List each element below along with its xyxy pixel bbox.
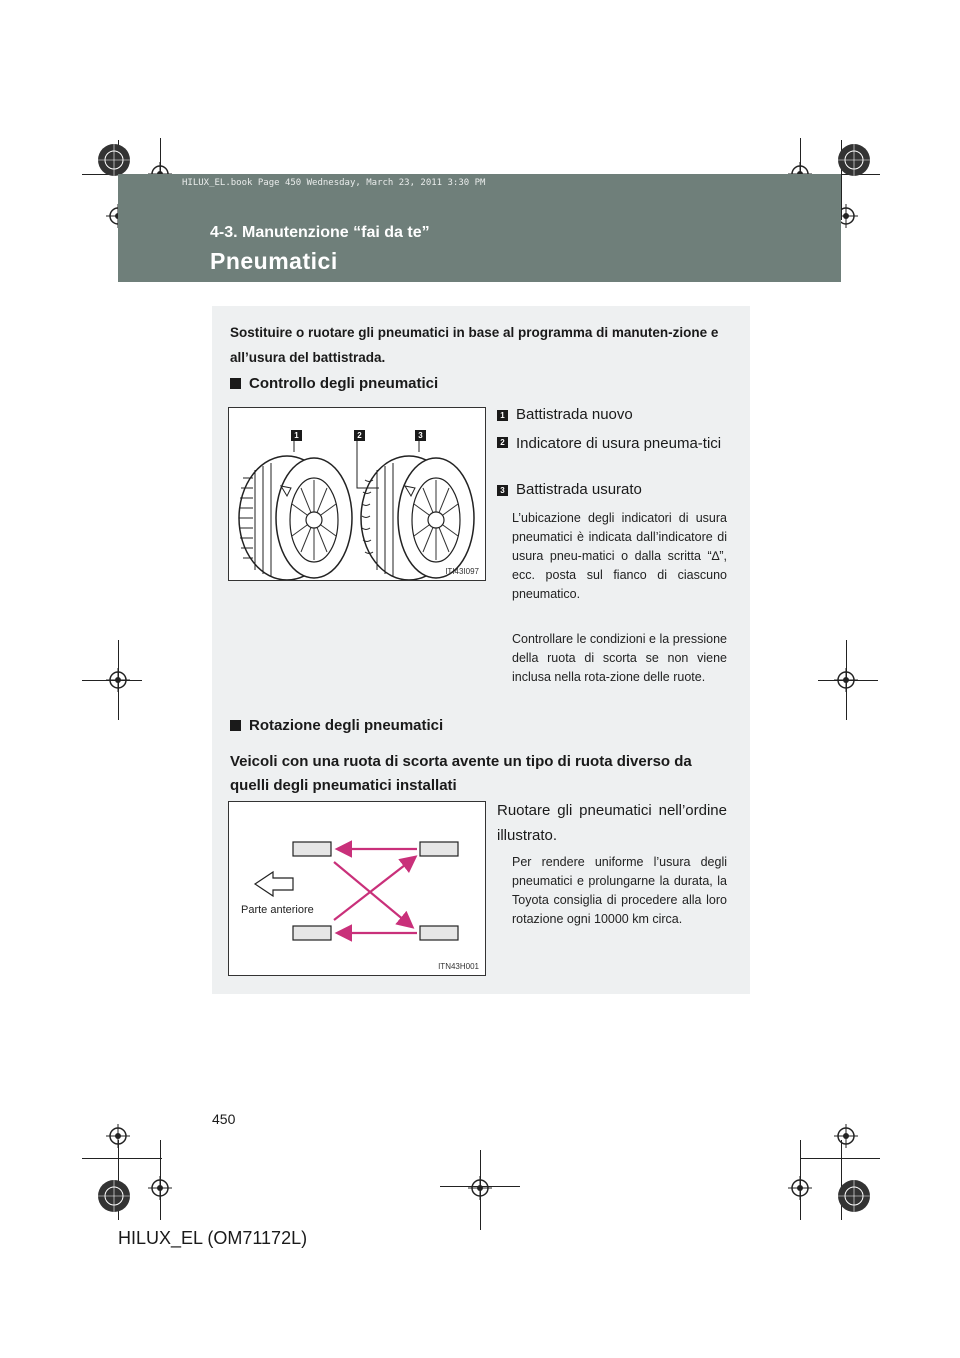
registration-mark-icon — [96, 1178, 132, 1214]
book-print-line: HILUX_EL.book Page 450 Wednesday, March 23, 2011 3:30 PM — [182, 178, 486, 188]
section-title: 4-3. Manutenzione “fai da te” — [210, 224, 430, 241]
front-label: Parte anteriore — [241, 904, 314, 916]
crosshair-icon — [106, 1124, 130, 1148]
crosshair-icon — [834, 1124, 858, 1148]
list-item-worn-tread: 3 Battistrada usurato — [497, 479, 737, 500]
check-heading — [230, 375, 438, 392]
check-heading-label: Controllo degli pneumatici — [249, 375, 439, 392]
crosshair-icon — [788, 1176, 812, 1200]
figure-code: ITI43I097 — [445, 567, 479, 576]
model-code: HILUX_EL (OM71172L) — [118, 1228, 308, 1248]
registration-mark-icon — [836, 142, 872, 178]
wear-indicator-note: L’ubicazione degli indicatori di usura pneumatici è indicata dall’indicatore di usura pneu-matici o dalla scritta “∆”, ecc. posta sul fianco di ciascuno pneumatico. — [512, 511, 727, 601]
rotation-figure — [228, 801, 486, 976]
rotation-heading-label: Rotazione degli pneumatici — [249, 717, 444, 734]
crosshair-icon — [834, 668, 858, 692]
page-number: 450 — [212, 1111, 236, 1127]
rotation-diagram — [229, 802, 485, 975]
page-title: Pneumatici — [210, 248, 338, 274]
square-bullet-icon — [230, 720, 241, 731]
crosshair-icon — [468, 1176, 492, 1200]
rotation-description: Ruotare gli pneumatici nell’ordine illustrato. — [497, 802, 727, 844]
callout-3: 3 — [415, 426, 434, 444]
callout-2: 2 — [354, 426, 373, 444]
square-bullet-icon — [230, 378, 241, 389]
list-item-wear-indicator: 2 Indicatore di usura pneuma-tici — [497, 431, 737, 456]
list-item-new-tread: 1 Battistrada nuovo — [497, 404, 737, 425]
crosshair-icon — [106, 668, 130, 692]
tire-wear-figure — [228, 407, 486, 581]
registration-mark-icon — [96, 142, 132, 178]
callout-1: 1 — [291, 426, 310, 444]
spare-tire-note: Controllare le condizioni e la pressione della ruota di scorta se non viene inclusa nella rota-zione delle ruote. — [512, 632, 727, 684]
crosshair-icon — [148, 1176, 172, 1200]
registration-mark-icon — [836, 1178, 872, 1214]
intro-text: Sostituire o ruotare gli pneumatici in base al programma di manuten-zione e all’usura del battistrada. — [230, 325, 719, 365]
rotation-subheading: Veicoli con una ruota di scorta avente un tipo di ruota diverso da quelli degli pneumatici installati — [230, 753, 692, 794]
figure-code: ITN43H001 — [438, 962, 479, 971]
rotation-heading — [230, 717, 443, 734]
rotation-note: Per rendere uniforme l’usura degli pneumatici e prolungarne la durata, la Toyota consiglia di procedere alla loro rotazione ogni 10000 km circa. — [512, 855, 727, 926]
